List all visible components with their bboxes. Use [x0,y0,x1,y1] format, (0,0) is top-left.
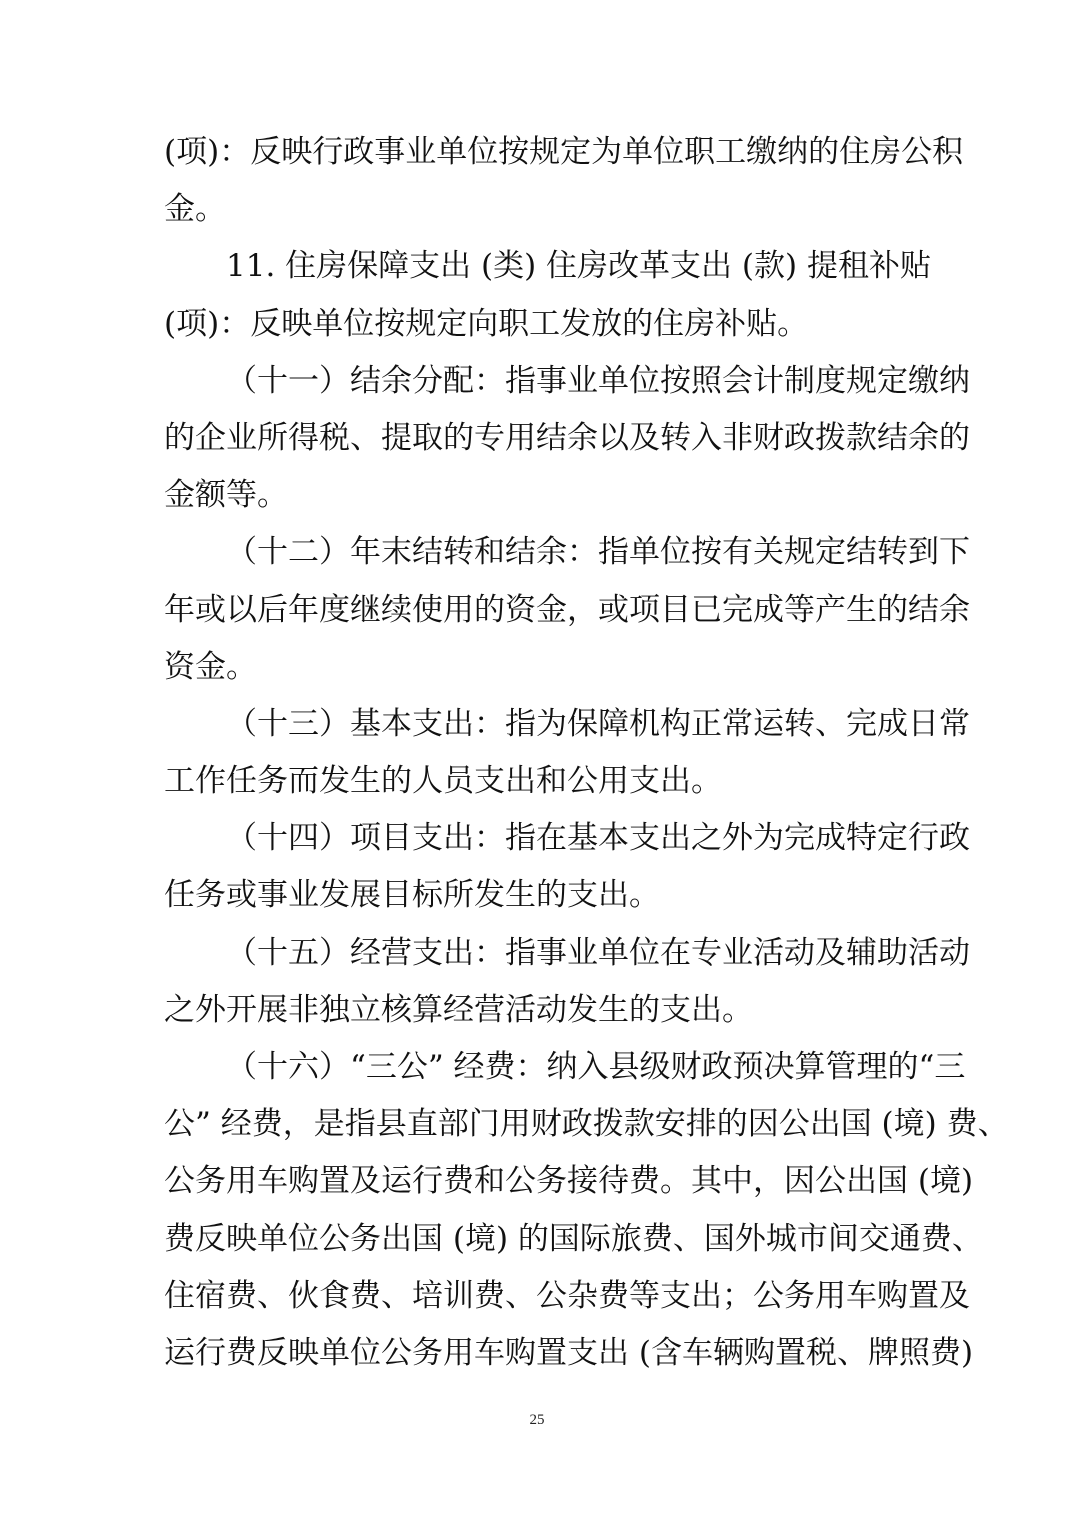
text-line: 费反映单位公务出国 (境) 的国际旅费、国外城市间交通费、 [164,1220,983,1257]
text-line: （十三）基本支出：指为保障机构正常运转、完成日常 [226,705,970,742]
text-line: 资金。 [164,648,257,685]
text-line: （十二）年末结转和结余：指单位按有关规定结转到下 [226,534,970,571]
text-line: （十五）经营支出：指事业单位在专业活动及辅助活动 [226,934,970,971]
text-line: 年或以后年度继续使用的资金，或项目已完成等产生的结余 [164,591,970,628]
text-line: 公” 经费，是指县直部门用财政拨款安排的因公出国 (境) 费、 [164,1106,1009,1143]
text-line: 的企业所得税、提取的专用结余以及转入非财政拨款结余的 [164,419,970,456]
body-text [164,124,1009,1382]
text-line: 工作任务而发生的人员支出和公用支出。 [164,763,722,800]
text-line: （十一）结余分配：指事业单位按照会计制度规定缴纳 [226,362,970,399]
text-line: 住宿费、伙食费、培训费、公杂费等支出；公务用车购置及 [164,1277,970,1314]
text-line: 金额等。 [164,477,288,514]
text-line: 金。 [164,191,226,228]
text-line: 运行费反映单位公务用车购置支出 (含车辆购置税、牌照费) [164,1334,974,1371]
text-line: (项)：反映行政事业单位按规定为单位职工缴纳的住房公积 [164,134,964,170]
text-line: 之外开展非独立核算经营活动发生的支出。 [164,991,753,1028]
page-number: 25 [529,1412,545,1428]
text-line: 任务或事业发展目标所发生的支出。 [164,877,660,914]
text-line: (项)：反映单位按规定向职工发放的住房补贴。 [164,305,809,342]
text-line: （十六）“三公” 经费：纳入县级财政预决算管理的“三 [226,1049,966,1085]
text-line: 11. 住房保障支出 (类) 住房改革支出 (款) 提租补贴 [226,248,931,285]
text-line: （十四）项目支出：指在基本支出之外为完成特定行政 [226,820,970,857]
text-line: 公务用车购置及运行费和公务接待费。其中，因公出国 (境) [164,1163,974,1200]
